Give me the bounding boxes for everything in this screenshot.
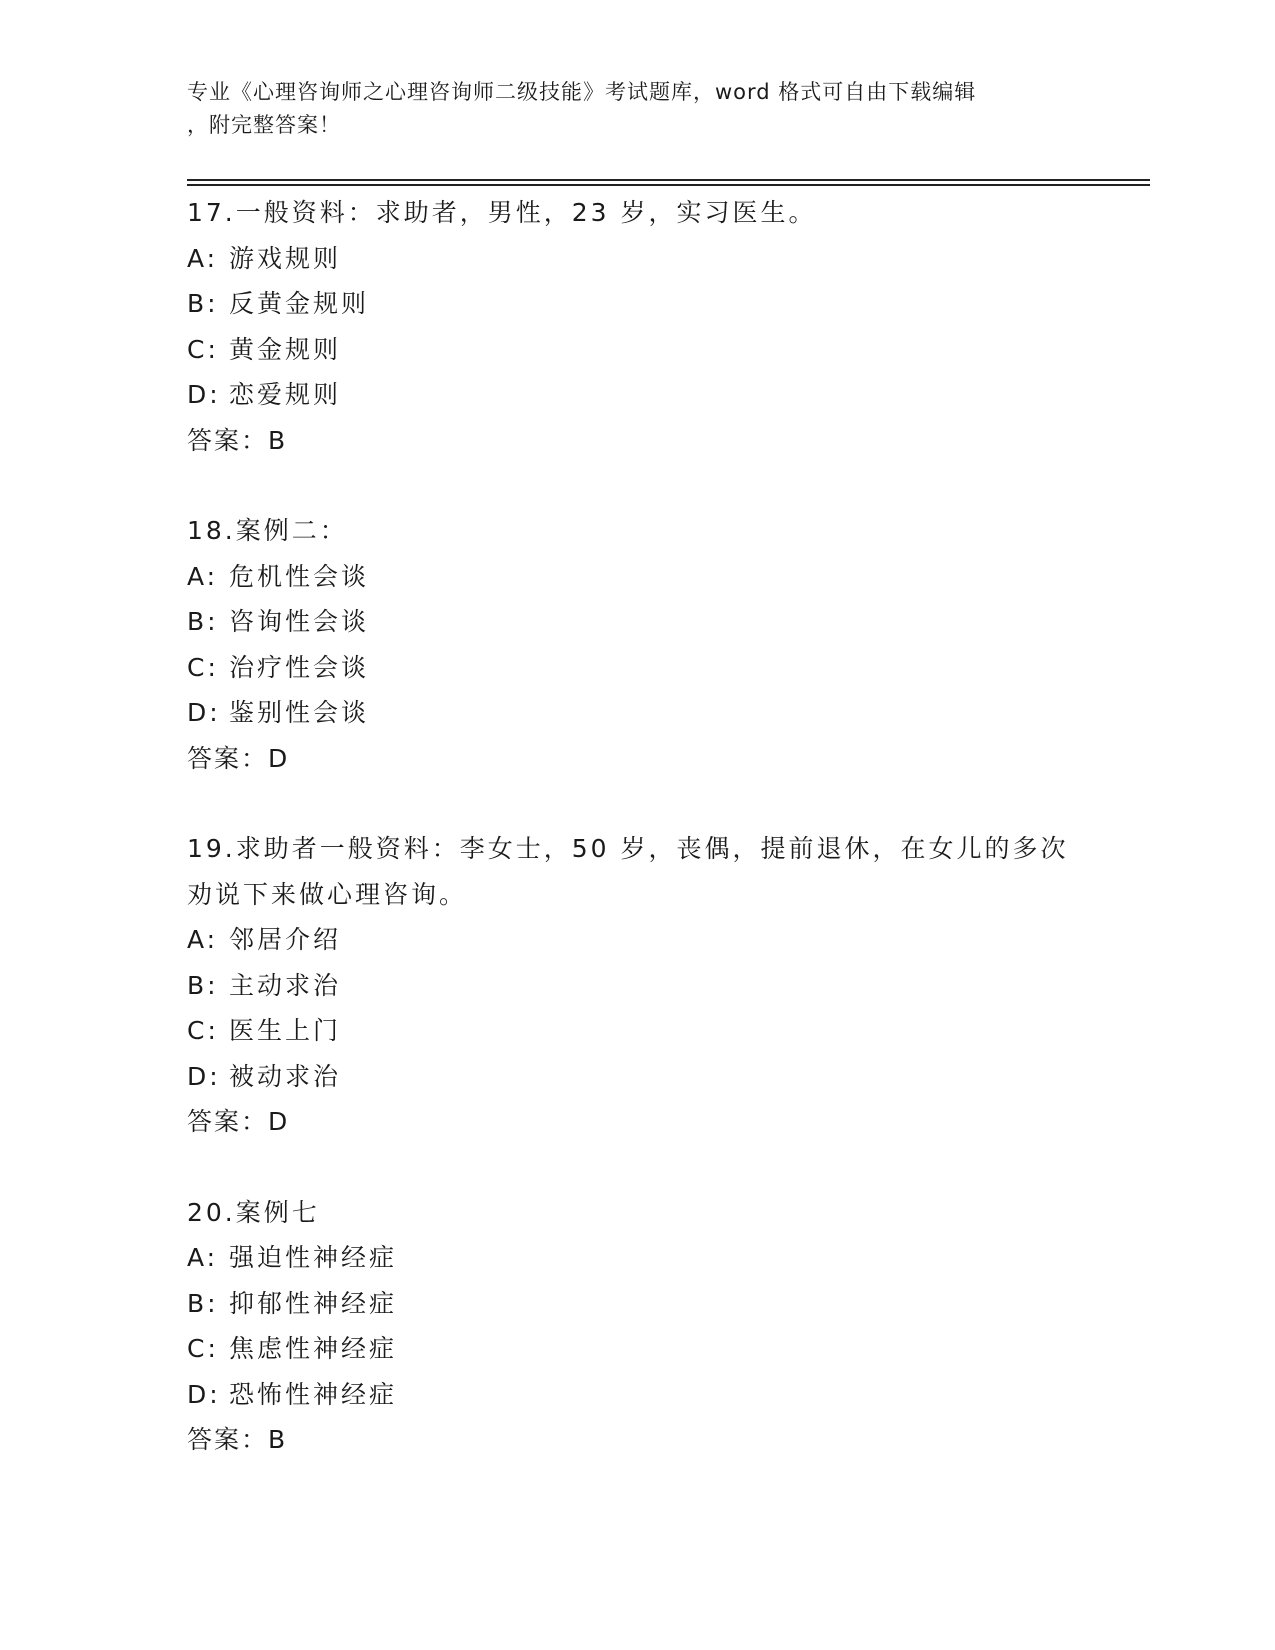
option-text: 治疗性会谈: [229, 652, 370, 682]
option-d: [187, 690, 1087, 736]
option-d: [187, 372, 1087, 418]
header-divider-bottom: [187, 184, 1150, 186]
option-text: 恐怖性神经症: [229, 1379, 398, 1409]
option-text: 反黄金规则: [229, 289, 370, 318]
option-letter: D:: [187, 1379, 221, 1409]
question-18: [187, 508, 1087, 781]
option-letter: C:: [187, 334, 219, 364]
option-text: 游戏规则: [229, 243, 342, 273]
question-stem: 19.求助者一般资料：李女士，50 岁，丧偶，提前退休，在女儿的多次劝说下来做心理咨询。: [187, 834, 1069, 909]
option-text: 咨询性会谈: [229, 607, 370, 636]
option-c: [187, 327, 1087, 373]
option-text: 黄金规则: [229, 334, 342, 364]
header-divider-top: [187, 179, 1150, 181]
question-stem: 17.一般资料：求助者，男性，23 岁，实习医生。: [187, 198, 817, 227]
option-letter: C:: [187, 1016, 219, 1045]
answer-line: 答案：D: [187, 743, 290, 773]
option-b: [187, 1281, 1087, 1327]
option-d: [187, 1372, 1087, 1418]
option-a: [187, 554, 1087, 600]
option-letter: D:: [187, 380, 221, 409]
option-text: 被动求治: [229, 1061, 342, 1091]
option-text: 强迫性神经症: [229, 1243, 398, 1272]
option-b: [187, 963, 1087, 1009]
option-text: 邻居介绍: [229, 925, 342, 954]
option-letter: C:: [187, 652, 219, 682]
option-a: [187, 236, 1087, 282]
question-20: [187, 1190, 1087, 1463]
option-text: 主动求治: [229, 970, 342, 1000]
option-text: 抑郁性神经症: [229, 1288, 398, 1318]
option-c: [187, 1326, 1087, 1372]
option-b: [187, 599, 1087, 645]
option-text: 恋爱规则: [229, 380, 342, 409]
option-text: 医生上门: [229, 1016, 342, 1045]
option-text: 焦虑性神经症: [229, 1334, 398, 1363]
header-line-2: ，附完整答案！: [187, 113, 341, 137]
option-c: [187, 645, 1087, 691]
option-letter: A:: [187, 243, 219, 273]
answer-line: 答案：B: [187, 1425, 288, 1454]
option-letter: B:: [187, 289, 219, 318]
question-stem: 18.案例二：: [187, 516, 348, 545]
option-letter: C:: [187, 1334, 219, 1363]
answer-line: 答案：B: [187, 425, 288, 455]
option-letter: B:: [187, 607, 219, 636]
question-17: [187, 190, 1087, 463]
question-19: [187, 826, 1087, 1145]
option-letter: A:: [187, 1243, 219, 1272]
option-letter: A:: [187, 561, 219, 591]
header-line-1: 专业《心理咨询师之心理咨询师二级技能》考试题库，word 格式可自由下载编辑: [187, 80, 977, 104]
option-c: [187, 1008, 1087, 1054]
option-letter: A:: [187, 925, 219, 954]
answer-line: 答案：D: [187, 1107, 290, 1136]
option-letter: B:: [187, 970, 219, 1000]
document-header: [187, 76, 1087, 142]
option-b: [187, 281, 1087, 327]
option-text: 危机性会谈: [229, 561, 370, 591]
option-a: [187, 917, 1087, 963]
question-stem: 20.案例七: [187, 1197, 320, 1227]
option-letter: B:: [187, 1288, 219, 1318]
question-list: [187, 190, 1087, 1508]
option-d: [187, 1054, 1087, 1100]
option-a: [187, 1235, 1087, 1281]
option-text: 鉴别性会谈: [229, 698, 370, 727]
option-letter: D:: [187, 1061, 221, 1091]
option-letter: D:: [187, 698, 221, 727]
